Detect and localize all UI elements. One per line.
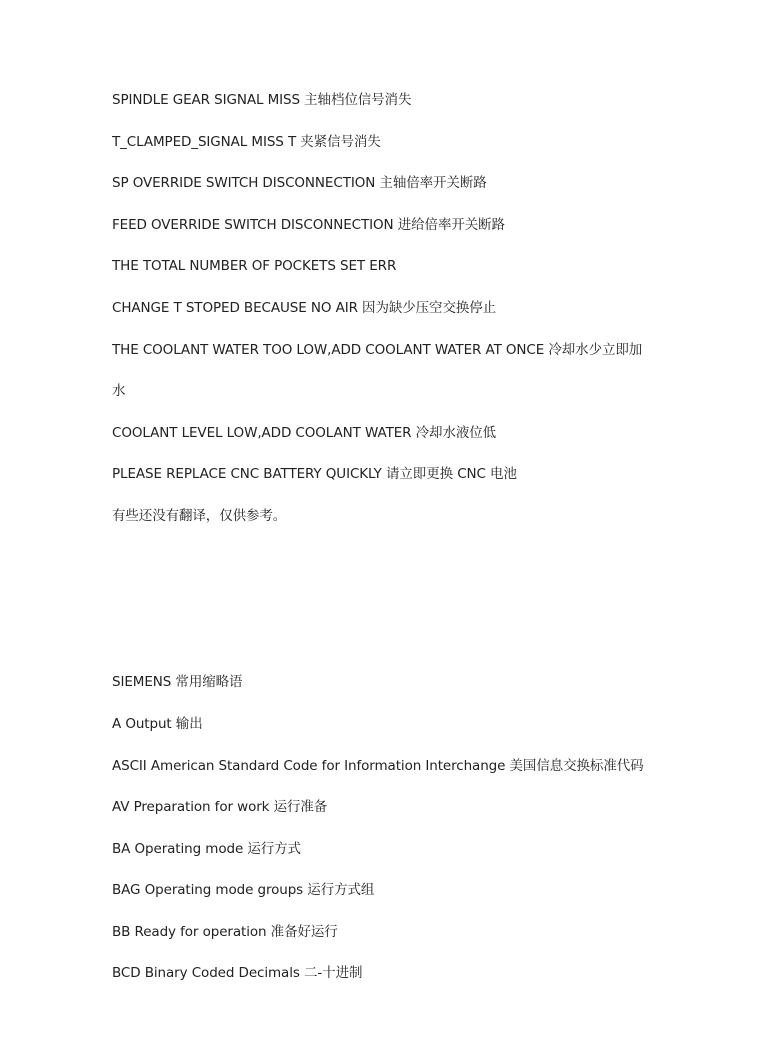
note-line: 有些还没有翻译，仅供参考。 (112, 508, 287, 524)
section-title: SIEMENS 常用缩略语 (112, 674, 243, 690)
abbreviation-line: BCD Binary Coded Decimals 二-十进制 (112, 965, 363, 981)
abbreviation-line: ASCII American Standard Code for Information Interchange 美国信息交换标准代码 (112, 758, 644, 774)
abbreviation-line: BB Ready for operation 准备好运行 (112, 924, 338, 940)
text-line: FEED OVERRIDE SWITCH DISCONNECTION 进给倍率开关断路 (112, 217, 505, 233)
abbreviation-line: A Output 输出 (112, 716, 203, 732)
text-line: CHANGE T STOPED BECAUSE NO AIR 因为缺少压空交换停止 (112, 300, 497, 316)
abbreviation-line: AV Preparation for work 运行准备 (112, 799, 328, 815)
text-line: COOLANT LEVEL LOW,ADD COOLANT WATER 冷却水液位低 (112, 425, 497, 441)
text-line: SP OVERRIDE SWITCH DISCONNECTION 主轴倍率开关断路 (112, 175, 487, 191)
abbreviation-line: BAG Operating mode groups 运行方式组 (112, 882, 375, 898)
text-line: PLEASE REPLACE CNC BATTERY QUICKLY 请立即更换 CNC 电池 (112, 466, 517, 482)
abbreviation-line: BA Operating mode 运行方式 (112, 841, 301, 857)
text-line: SPINDLE GEAR SIGNAL MISS 主轴档位信号消失 (112, 92, 412, 108)
text-line: THE COOLANT WATER TOO LOW,ADD COOLANT WATER AT ONCE 冷却水少立即加 (112, 342, 643, 358)
text-line: THE TOTAL NUMBER OF POCKETS SET ERR (112, 258, 397, 274)
text-line: T_CLAMPED_SIGNAL MISS T 夹紧信号消失 (112, 134, 381, 150)
text-line: 水 (112, 383, 126, 399)
